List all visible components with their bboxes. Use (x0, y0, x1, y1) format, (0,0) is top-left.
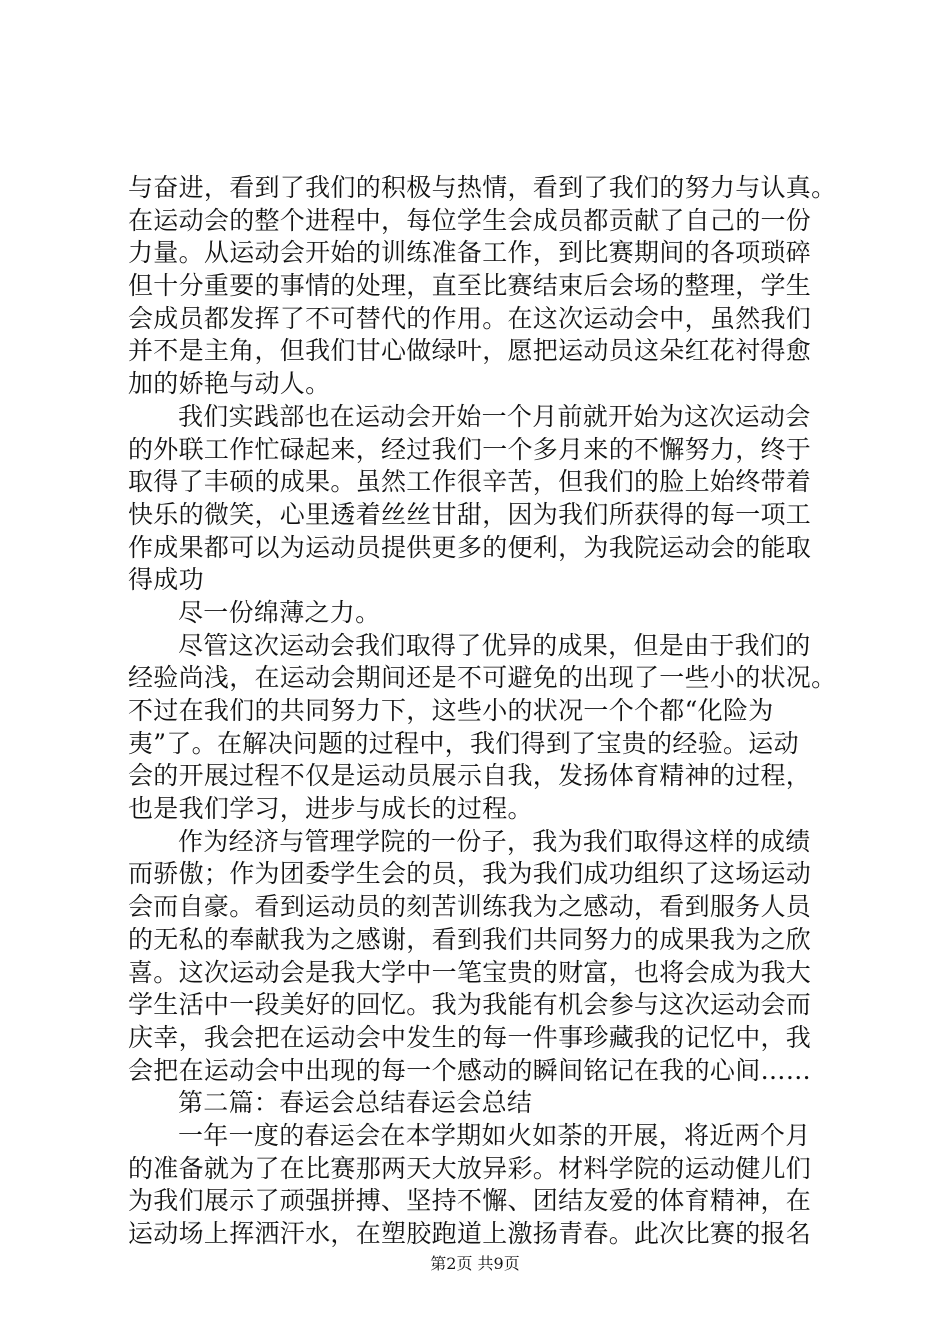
text-line: 尽管这次运动会我们取得了优异的成果，但是由于我们的 (178, 630, 811, 660)
text-line: 在运动会的整个进程中，每位学生会成员都贡献了自己的一份 (128, 205, 812, 235)
text-line: 也是我们学习，进步与成长的过程。 (128, 794, 533, 824)
text-line: 运动场上挥洒汗水，在塑胶跑道上激扬青春。此次比赛的报名 (128, 1219, 812, 1248)
text-line: 作为经济与管理学院的一份子，我为我们取得这样的成绩 (178, 826, 811, 856)
text-line: 为我们展示了顽强拼搏、坚持不懈、团结友爱的体育精神，在 (128, 1186, 812, 1216)
text-line: 会把在运动会中出现的每一个感动的瞬间铭记在我的心间…… (128, 1055, 812, 1085)
text-line: 快乐的微笑，心里透着丝丝甘甜，因为我们所获得的每一项工 (128, 499, 812, 529)
body-text (128, 172, 840, 1251)
text-line: 庆幸，我会把在运动会中发生的每一件事珍藏我的记忆中，我 (128, 1022, 812, 1052)
text-line: 会成员都发挥了不可替代的作用。在这次运动会中，虽然我们 (128, 303, 812, 333)
text-line: 会的开展过程不仅是运动员展示自我，发扬体育精神的过程， (128, 761, 812, 791)
section-heading: 第二篇：春运会总结春运会总结 (178, 1088, 533, 1118)
text-line: 力量。从运动会开始的训练准备工作，到比赛期间的各项琐碎 (128, 238, 812, 268)
text-line: 作成果都可以为运动员提供更多的便利，为我院运动会的能取 (128, 532, 812, 562)
text-line: 但十分重要的事情的处理，直至比赛结束后会场的整理，学生 (128, 271, 812, 301)
text-line: 学生活中一段美好的回忆。我为我能有机会参与这次运动会而 (128, 990, 812, 1020)
text-line: 并不是主角，但我们甘心做绿叶，愿把运动员这朵红花衬得愈 (128, 336, 812, 366)
text-line: 加的娇艳与动人。 (128, 369, 331, 399)
text-line: 的外联工作忙碌起来，经过我们一个多月来的不懈努力，终于 (128, 434, 812, 464)
text-line: 得成功 (128, 565, 204, 595)
text-line: 与奋进，看到了我们的积极与热情，看到了我们的努力与认真。 (128, 173, 837, 202)
text-line: 取得了丰硕的成果。虽然工作很辛苦，但我们的脸上始终带着 (128, 467, 812, 497)
text-line: 夷”了。在解决问题的过程中，我们得到了宝贵的经验。运动 (128, 728, 799, 758)
text-line: 而骄傲；作为团委学生会的员，我为我们成功组织了这场运动 (128, 859, 812, 889)
text-line: 一年一度的春运会在本学期如火如荼的开展，将近两个月 (178, 1120, 811, 1150)
text-line: 喜。这次运动会是我大学中一笔宝贵的财富，也将会成为我大 (128, 957, 812, 987)
text-line: 的准备就为了在比赛那两天大放异彩。材料学院的运动健儿们 (128, 1153, 812, 1183)
text-line: 我们实践部也在运动会开始一个月前就开始为这次运动会 (178, 401, 811, 431)
text-line: 尽一份绵薄之力。 (178, 597, 381, 627)
page-number-footer: 第2页 共9页 (430, 1254, 520, 1273)
text-line: 不过在我们的共同努力下，这些小的状况一个个都“化险为 (128, 696, 774, 725)
text-line: 的无私的奉献我为之感谢，看到我们共同努力的成果我为之欣 (128, 924, 812, 954)
text-line: 会而自豪。看到运动员的刻苦训练我为之感动，看到服务人员 (128, 892, 812, 922)
text-line: 经验尚浅，在运动会期间还是不可避免的出现了一些小的状况。 (128, 663, 837, 693)
